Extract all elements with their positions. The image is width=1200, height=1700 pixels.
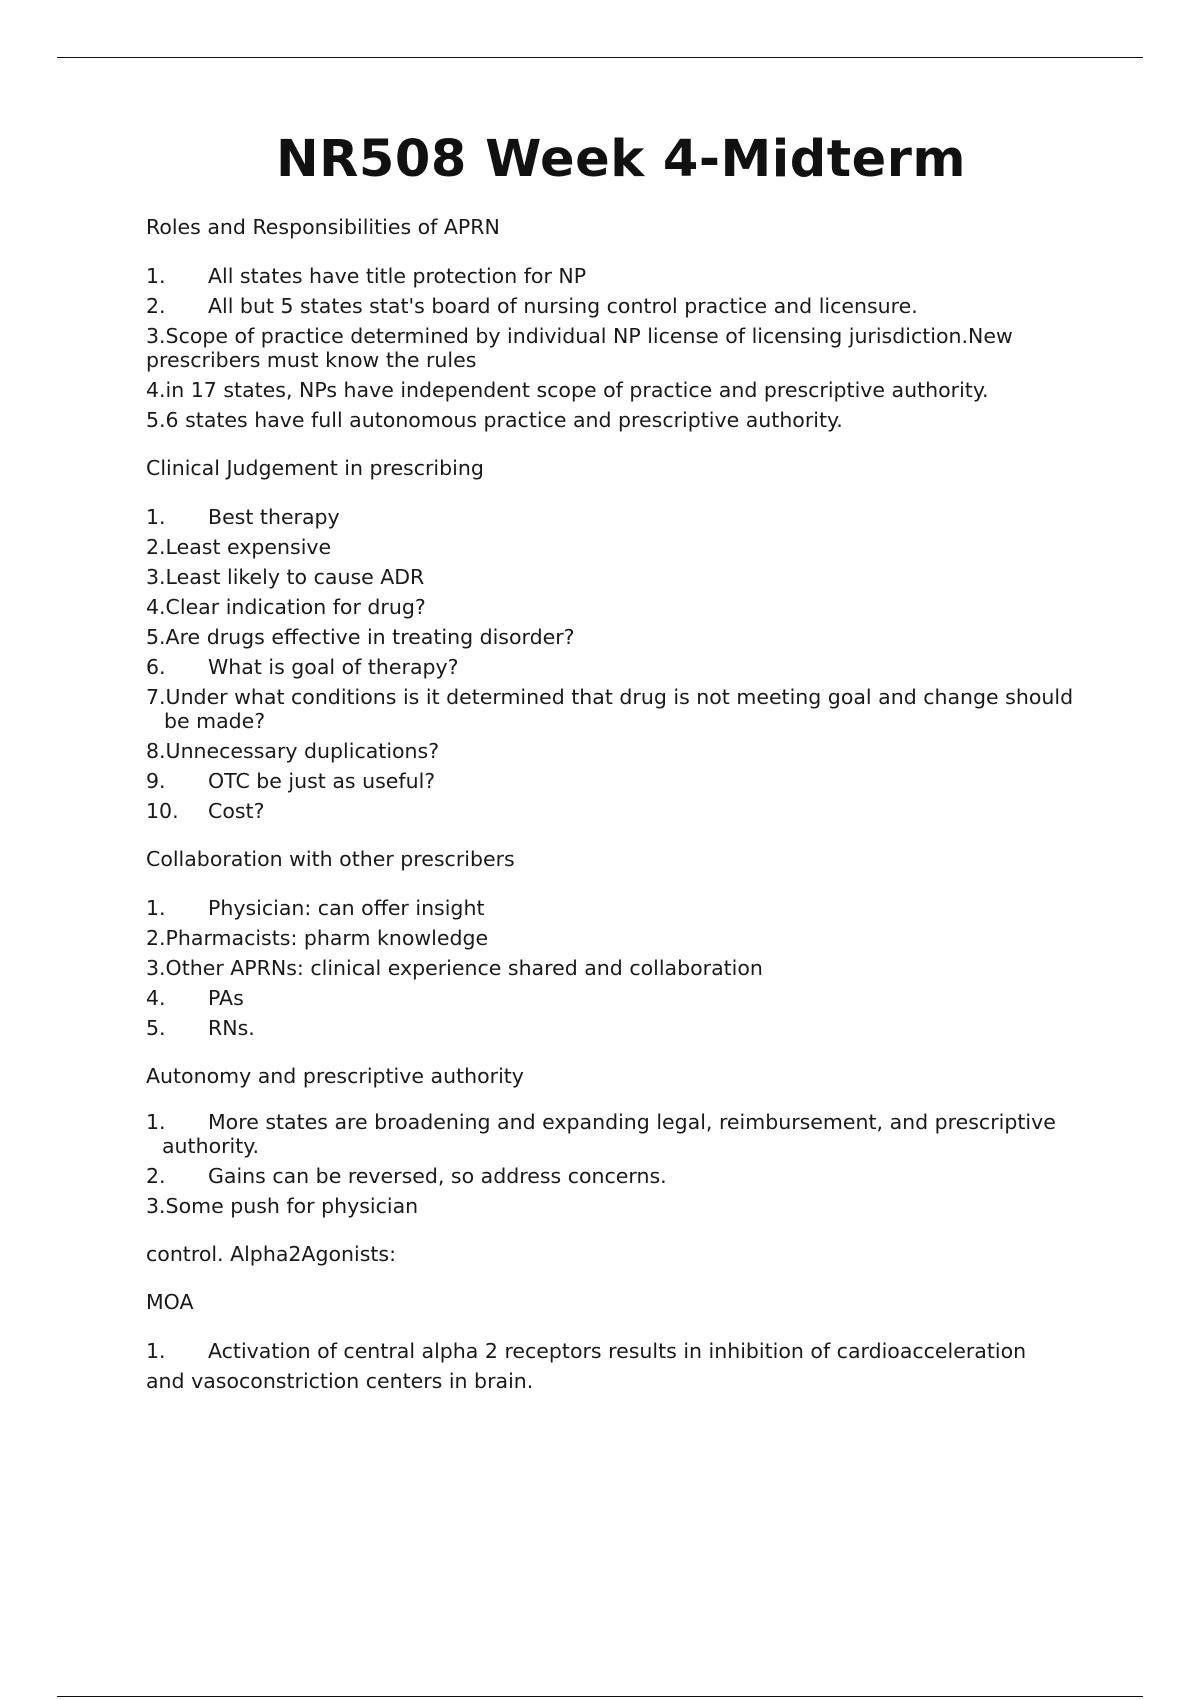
list-item: 9. OTC be just as useful? [146,769,436,793]
list-item: 1. Activation of central alpha 2 receptors results in inhibition of cardioacceleration [146,1339,1027,1363]
list-item: 6. What is goal of therapy? [146,655,459,679]
section-heading-collaboration: Collaboration with other prescribers [146,847,515,871]
list-item: 1. Physician: can offer insight [146,896,485,920]
list-item: 2. Gains can be reversed, so address concerns. [146,1164,667,1188]
section-heading-autonomy: Autonomy and prescriptive authority [146,1064,524,1088]
list-item: 3.Some push for physician [146,1194,419,1218]
roles-list [146,261,1086,435]
list-item: 5. RNs. [146,1016,255,1040]
list-item: 5.Are drugs effective in treating disorder? [146,625,575,649]
section-heading-moa: MOA [146,1290,194,1314]
document-body [146,130,1086,1415]
bottom-rule [57,1696,1143,1697]
moa-list [146,1336,1086,1396]
alpha-agonists-line: control. Alpha2Agonists: [146,1242,396,1266]
autonomy-list [146,1110,1086,1221]
list-item: 5.6 states have full autonomous practice and prescriptive authority. [146,408,843,432]
list-item: 1. More states are broadening and expanding legal, reimbursement, and prescriptive authority. [146,1110,1056,1158]
section-heading-roles: Roles and Responsibilities of APRN [146,215,500,239]
list-item: 3.Other APRNs: clinical experience shared and collaboration [146,956,763,980]
page-title: NR508 Week 4-Midterm [275,130,967,189]
list-item: 2.Pharmacists: pharm knowledge [146,926,489,950]
list-item: 4.in 17 states, NPs have independent scope of practice and prescriptive authority. [146,378,989,402]
section-heading-clinical: Clinical Judgement in prescribing [146,456,484,480]
list-item: 8.Unnecessary duplications? [146,739,440,763]
list-item: 3.Scope of practice determined by individual NP license of licensing jurisdiction.New prescribers must know the rules [146,324,1013,372]
collaboration-list [146,893,1086,1043]
list-item: 10. Cost? [146,799,265,823]
top-rule [57,57,1143,58]
list-item-continuation: and vasoconstriction centers in brain. [146,1369,534,1393]
list-item: 1. Best therapy [146,505,340,529]
list-item: 4.Clear indication for drug? [146,595,426,619]
clinical-list [146,502,1086,826]
list-item: 3.Least likely to cause ADR [146,565,425,589]
list-item: 7.Under what conditions is it determined that drug is not meeting goal and change should be made? [146,685,1074,733]
list-item: 4. PAs [146,986,244,1010]
list-item: 2. All but 5 states stat's board of nursing control practice and licensure. [146,294,918,318]
list-item: 1. All states have title protection for NP [146,264,587,288]
list-item: 2.Least expensive [146,535,332,559]
